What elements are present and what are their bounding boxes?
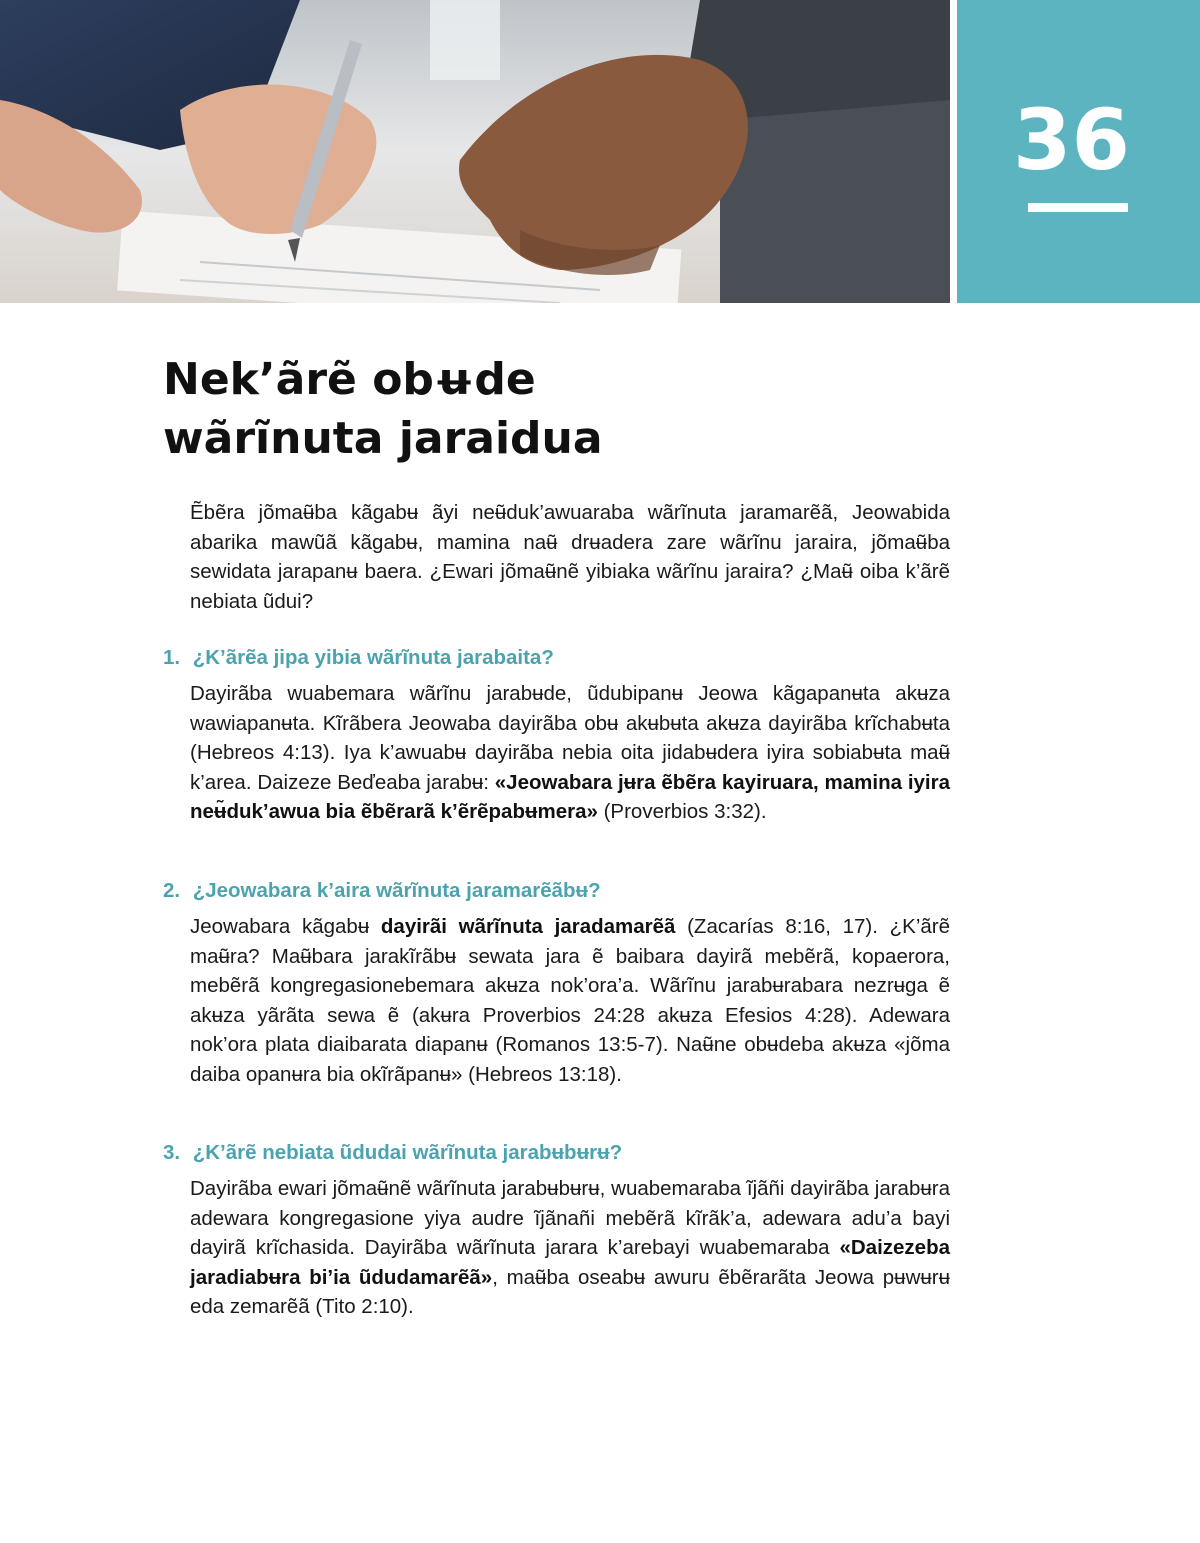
- intro-paragraph: Ẽbẽra jõmaʉ̃ba kãgabʉ ãyi neʉ̃duk’awuaraba wãrĩnuta jaramarẽã, Jeowabida abarika mawũã kãgabʉ, mamina naʉ̃ drʉadera zare wãrĩnu jaraira, jõmaʉ̃ba sewidata jarapanʉ baera. ¿Ewari jõmaʉ̃nẽ yibiaka wãrĩnu jaraira? ¿Maʉ̃ oiba k’ãrẽ nebiata ũdui?: [190, 501, 950, 613]
- header-photo: [0, 0, 950, 303]
- section-question: ¿K’ãrẽa jipa yibia wãrĩnuta jarabaita?: [192, 646, 554, 669]
- section-number: 3.: [163, 1141, 181, 1164]
- body-text-end: (Zacarías 8:16, 17). ¿K’ãrẽ maʉ̃ra? Maʉ̃bara jarakĩrãbʉ sewata jara ẽ baibara dayirã mebẽrã, kopaerora, mebẽrã kongregasionebemara akʉza nok’ora’a. Wãrĩnu jarabʉrabara nezrʉga ẽ akʉza yãrãta sewa ẽ (akʉra Proverbios 24:28 akʉza Efesios 4:28). Adewara nok’ora plata diaibarata diapanʉ (Romanos 13:5-7). Naʉ̃ne obʉdeba akʉza «jõma daiba opanʉra bia okĩrãpanʉ» (Hebreos 13:18).: [190, 915, 950, 1086]
- page-title: [163, 350, 923, 468]
- section-1: [163, 643, 953, 827]
- body-text: Jeowabara kãgabʉ: [190, 915, 381, 938]
- section-2: [163, 876, 953, 1089]
- lesson-number: 36: [1013, 91, 1130, 189]
- body-text: Dayirãba ewari jõmaʉ̃nẽ wãrĩnuta jarabʉbʉrʉ, wuabemaraba ĩjãñi dayirãba jarabʉra adewara kongregasione yiya audre ĩjãnañi mebẽrã kĩrãk’a, adewara adu’a bayi dayirã krĩchasida. Dayirãba wãrĩnuta jarara k’arebayi wuabemaraba: [190, 1177, 950, 1259]
- title-line-1: Nek’ãrẽ obʉde: [163, 354, 536, 405]
- title-line-2: wãrĩnuta jaraidua: [163, 413, 603, 464]
- section-question: ¿Jeowabara k’aira wãrĩnuta jaramarẽãbʉ?: [192, 879, 601, 902]
- section-number: 2.: [163, 879, 181, 902]
- body-text-end: (Proverbios 3:32).: [597, 800, 767, 823]
- section-body: [190, 912, 950, 1089]
- lesson-number-underline: [1028, 203, 1128, 212]
- lesson-badge: [957, 0, 1200, 303]
- body-bold-quote: «Daizezeba jaradiabʉra bi’ia ũdudamarẽã»: [190, 1236, 950, 1289]
- section-number: 1.: [163, 646, 181, 669]
- section-3: [163, 1138, 953, 1322]
- section-question: ¿K’ãrẽ nebiata ũdudai wãrĩnuta jarabʉbʉrʉ?: [192, 1141, 623, 1164]
- body-text-end: , maʉ̃ba oseabʉ awuru ẽbẽrarãta Jeowa pʉwʉrʉ eda zemarẽã (Tito 2:10).: [190, 1265, 950, 1318]
- handshake-signing-image: [0, 0, 950, 303]
- section-heading: [163, 876, 953, 905]
- section-heading: [163, 643, 953, 672]
- body-bold-quote: «Jeowabara jʉra ẽbẽra kayiruara, mamina iyira neʉ̃duk’awua bia ẽbẽrarã k’ẽrẽpabʉmera»: [190, 770, 950, 823]
- body-text: Dayirãba wuabemara wãrĩnu jarabʉde, ũdubipanʉ Jeowa kãgapanʉta akʉza wawiapanʉta. Kĩrãbera Jeowaba dayirãba obʉ akʉbʉta akʉza dayirãba krĩchabʉta (Hebreos 4:13). Iya k’awuabʉ dayirãba nebia oita jidabʉdera iyira sobiabʉta maʉ̃ k’area. Daizeze Beďeaba jarabʉ:: [190, 682, 950, 794]
- section-body: [190, 1174, 950, 1322]
- section-body: [190, 679, 950, 827]
- body-bold-phrase: dayirãi wãrĩnuta jaradamarẽã: [380, 915, 676, 938]
- section-heading: [163, 1138, 953, 1167]
